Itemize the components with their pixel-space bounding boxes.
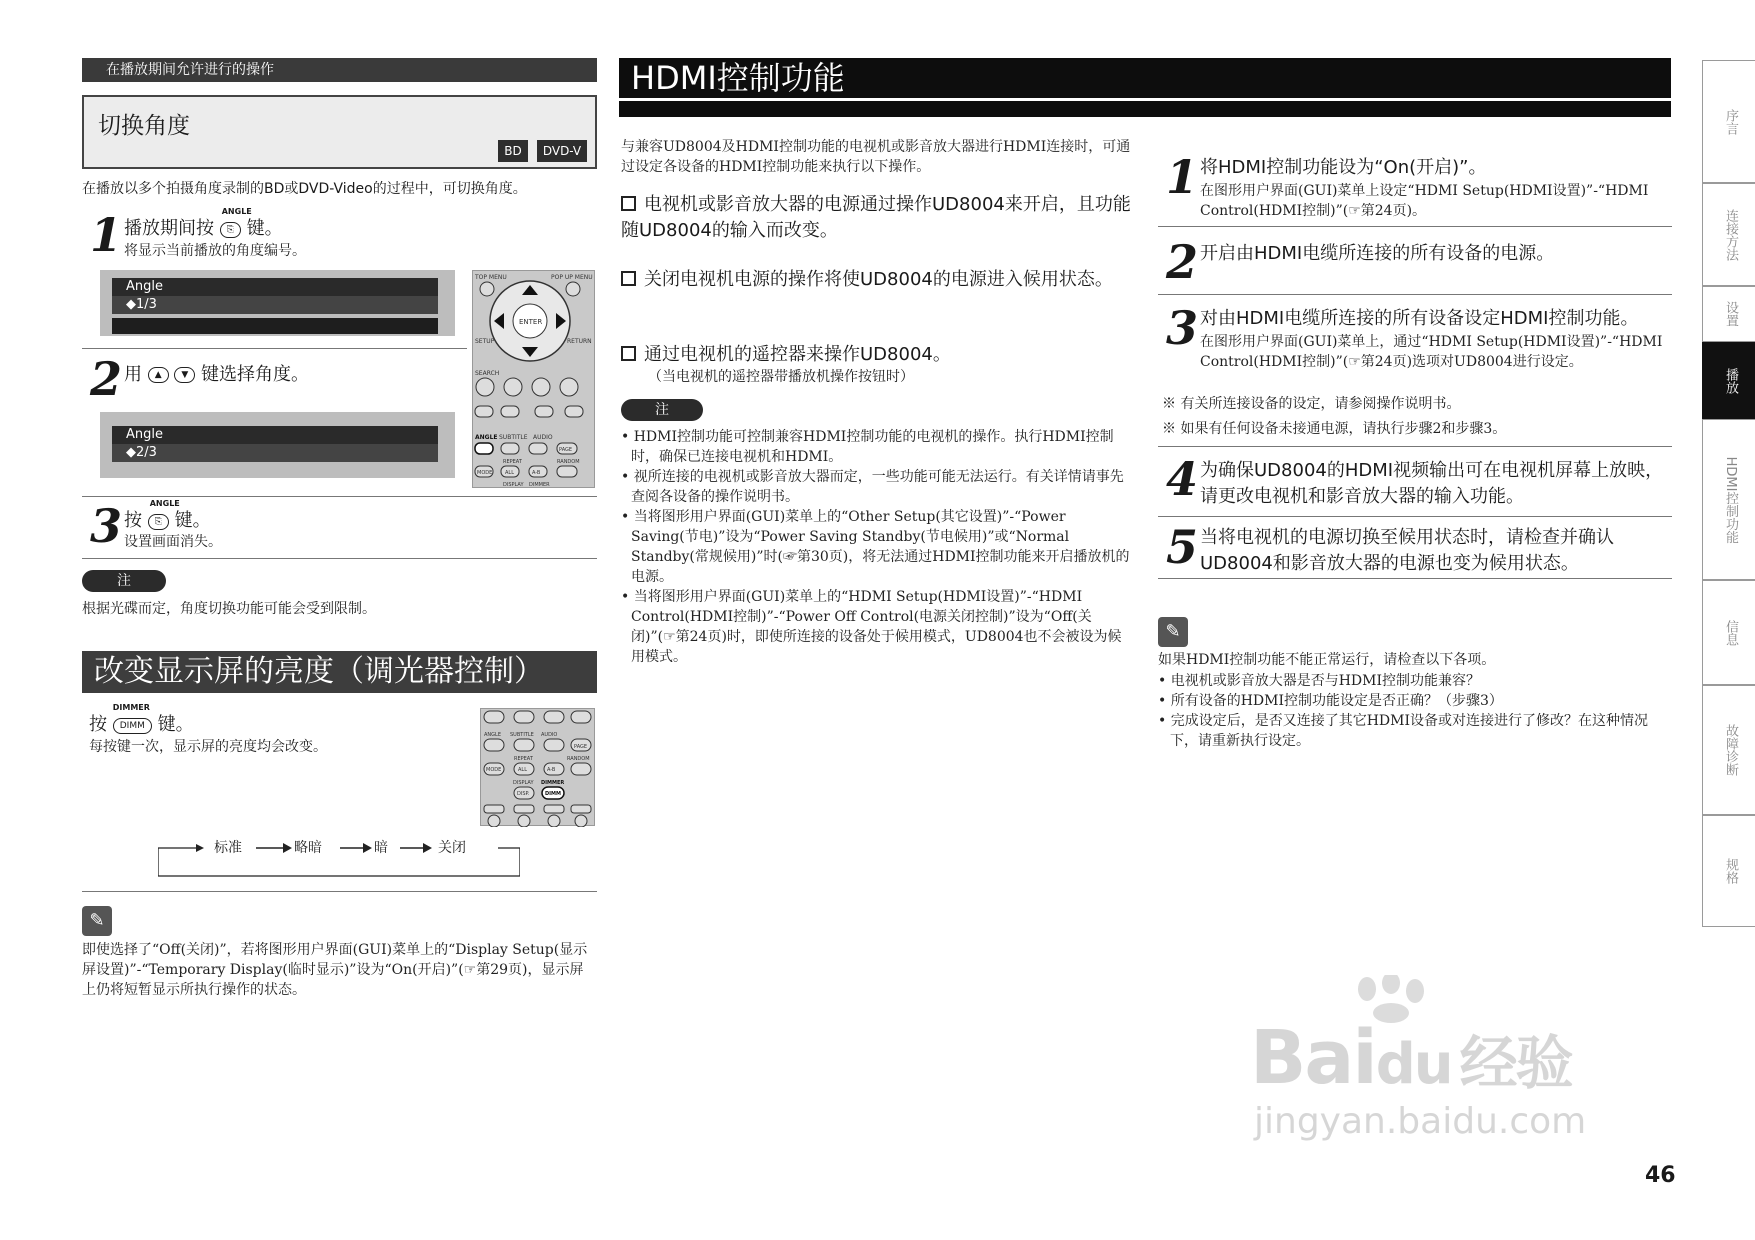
check-item-3-sub: （当电视机的遥控器带播放机操作按钮时） (648, 369, 914, 385)
step1-number: 1 (90, 208, 123, 262)
remote-search-label: SEARCH (475, 370, 500, 377)
cycle-dim: 略暗 (294, 840, 322, 856)
r-step2-title: 开启由HDMI电缆所连接的所有设备的电源。 (1200, 243, 1555, 264)
screen2-label: Angle (126, 427, 163, 442)
remote-ab-label: A-B (532, 470, 541, 476)
r-step4-title: 为确保UD8004的HDMI视频输出可在电视机屏幕上放映，请更改电视机和影音放大器的输入功能。 (1200, 460, 1664, 507)
divider (1158, 578, 1672, 579)
remote2-disp-label: DISP. (517, 791, 530, 797)
remote-return-label: RETURN (567, 338, 592, 345)
remote-page-label: PAGE (559, 447, 573, 453)
divider (1158, 226, 1672, 227)
cycle-off: 关闭 (438, 840, 466, 856)
remote2-dimm-label: DIMM (545, 791, 561, 797)
checkbox-icon (621, 196, 636, 211)
remote2-dimmer-label: DIMMER (541, 780, 565, 786)
r-step5-title: 当将电视机的电源切换至候用状态时，请检查并确认UD8004和影音放大器的电源也变为候用状态。 (1200, 527, 1614, 574)
pencil-icon: ✎ (82, 906, 112, 936)
screen1-value: ◆1/3 (112, 296, 438, 314)
angle-intro: 在播放以多个拍摄角度录制的BD或DVD-Video的过程中，可切换角度。 (82, 181, 527, 197)
remote-repeat-label: REPEAT (503, 459, 522, 465)
remote-audio-label: AUDIO (533, 434, 553, 441)
divider (82, 496, 597, 497)
r-tip-list (1158, 671, 1672, 751)
r-step3-title: 对由HDMI电缆所连接的所有设备设定HDMI控制功能。 (1200, 308, 1639, 329)
cycle-dark: 暗 (374, 840, 388, 856)
r-tip-item-2: • 所有设备的HDMI控制功能设定是否正确？（步骤3） (1158, 693, 1503, 709)
angle-section-title: 切换角度 (98, 113, 190, 139)
remote-subtitle-label: SUBTITLE (499, 434, 528, 441)
tag-bd: BD (498, 140, 528, 162)
divider (82, 891, 597, 892)
title-underline-bar (619, 101, 1671, 117)
angle-section-header (82, 95, 597, 169)
side-tab-playback[interactable]: 播放 (1702, 342, 1755, 419)
remote2-subtitle-label: SUBTITLE (510, 732, 534, 738)
angle-screen-1 (100, 270, 455, 336)
remote-popup-label: POP UP MENU (551, 274, 593, 281)
remote-random-label: RANDOM (557, 459, 580, 465)
r-step4-number: 4 (1166, 452, 1199, 506)
remote-enter-label: ENTER (519, 318, 543, 326)
dimmer-sub: 每按键一次，显示屏的亮度均会改变。 (89, 739, 327, 755)
up-arrow-icon: ▲ (148, 367, 169, 383)
remote-illustration-1 (472, 270, 595, 488)
step1-sub: 将显示当前播放的角度编号。 (124, 243, 306, 259)
step1-title: 播放期间按 ANGLE ⎘ 键。 (124, 206, 283, 239)
hdmi-intro: 与兼容UD8004及HDMI控制功能的电视机或影音放大器进行HDMI连接时，可通过设定各设备的HDMI控制功能来执行以下操作。 (621, 139, 1131, 175)
angle-key-icon: ⎘ (220, 222, 241, 238)
divider (1158, 446, 1672, 447)
down-arrow-icon: ▼ (174, 367, 195, 383)
remote-dimmer-label: DIMMER (529, 482, 550, 488)
r-step1-number: 1 (1166, 150, 1199, 204)
divider (1158, 516, 1672, 517)
watermark-brand: Baidu 经验 (1250, 1015, 1572, 1101)
angle-screen-2 (100, 412, 455, 478)
hdmi-notes (621, 427, 1133, 667)
r-tip-item-3: • 完成设定后，是否又连接了其它HDMI设备或对连接进行了修改？在这种情况下，请重新执行设定。 (1158, 713, 1649, 749)
step3-number: 3 (90, 499, 123, 553)
screen1-label: Angle (126, 279, 163, 294)
divider (1158, 294, 1672, 295)
side-tab-setup[interactable]: 设置 (1702, 286, 1755, 342)
side-tab-hdmi-control[interactable]: HDMI控制功能 (1702, 419, 1755, 580)
note-label: 注 (82, 570, 166, 592)
remote2-all-label: ALL (518, 767, 527, 773)
remote2-audio-label: AUDIO (541, 732, 558, 738)
r-remark-1: ※ 有关所连接设备的设定，请参阅操作说明书。 (1162, 396, 1461, 412)
cycle-standard: 标准 (214, 840, 242, 856)
step2-title: 用 ▲ ▼ 键选择角度。 (124, 364, 310, 385)
r-remark-2: ※ 如果有任何设备未接通电源，请执行步骤2和步骤3。 (1162, 421, 1507, 437)
page-number: 46 (1645, 1163, 1676, 1188)
angle-key-label: ANGLE (149, 498, 180, 508)
side-tab-specifications[interactable]: 规格 (1702, 815, 1755, 927)
remote2-repeat-label: REPEAT (514, 756, 533, 762)
r-step1-sub: 在图形用户界面(GUI)菜单上设定“HDMI Setup(HDMI设置)”-“HDMI Control(HDMI控制)”(☞第24页)。 (1200, 183, 1649, 219)
check-item-2: 关闭电视机电源的操作将使UD8004的电源进入候用状态。 (621, 267, 1133, 293)
dimmer-cycle-diagram (158, 838, 520, 878)
remote2-ab-label: A-B (547, 767, 556, 773)
remote-topmenu-label: TOP MENU (475, 274, 507, 281)
remote2-display-label: DISPLAY (513, 780, 534, 786)
dimmer-key-label: DIMMER (112, 702, 150, 712)
dimmer-key-icon: DIMM (113, 718, 152, 734)
checkbox-icon (621, 271, 636, 286)
note-label: 注 (621, 399, 703, 421)
baidu-watermark (1250, 975, 1670, 1150)
check-item-3: 通过电视机的遥控器来操作UD8004。 (621, 342, 1133, 368)
check-item-1: 电视机或影音放大器的电源通过操作UD8004来开启，且功能随UD8004的输入而改变。 (621, 194, 1131, 241)
dimmer-section-title: 改变显示屏的亮度（调光器控制） (82, 651, 597, 693)
angle-note-text: 根据光碟而定，角度切换功能可能会受到限制。 (82, 601, 376, 617)
angle-key-icon: ⎘ (148, 514, 169, 530)
r-tip-intro: 如果HDMI控制功能不能正常运行，请检查以下各项。 (1158, 652, 1496, 668)
angle-key-label: ANGLE (221, 206, 252, 216)
divider (82, 348, 467, 349)
remote-illustration-2 (480, 708, 595, 826)
remote2-page-label: PAGE (574, 744, 588, 750)
hdmi-section-title: HDMI控制功能 (619, 58, 1671, 98)
r-step5-number: 5 (1166, 520, 1199, 574)
remote-all-label: ALL (505, 470, 514, 476)
remote-mode-label: MODE (477, 470, 493, 476)
remote-display-label: DISPLAY (503, 482, 524, 488)
divider (82, 558, 597, 559)
side-tab-troubleshooting[interactable]: 故障诊断 (1702, 685, 1755, 815)
watermark-url: jingyan.baidu.com (1254, 1101, 1587, 1142)
remote-setup-label: SETUP (475, 338, 495, 345)
hdmi-note-4: • 当将图形用户界面(GUI)菜单上的“HDMI Setup(HDMI设置)”-“HDMI Control(HDMI控制)”-“Power Off Control(电源关闭控制)”设为“Off(关闭)”(☞第24页)时，即使所连接的设备处于候用模式，UD8004也不会被设为候用模式。 (621, 589, 1122, 665)
section-label: 在播放期间允许进行的操作 (82, 58, 597, 82)
dimmer-tip-text: 即使选择了“Off(关闭)”，若将图形用户界面(GUI)菜单上的“Display Setup(显示屏设置)”-“Temporary Display(临时显示)”设为“On(开启)”(☞第29页)，显示屏上仍将短暂显示所执行操作的状态。 (82, 942, 588, 998)
remote2-random-label: RANDOM (567, 756, 590, 762)
r-tip-item-1: • 电视机或影音放大器是否与HDMI控制功能兼容？ (1158, 673, 1481, 689)
r-step1-title: 将HDMI控制功能设为“On(开启)”。 (1200, 157, 1487, 178)
r-step3-number: 3 (1166, 301, 1199, 355)
side-tab-information[interactable]: 信息 (1702, 580, 1755, 685)
dimmer-step: 按 DIMMER DIMM 键。 (89, 702, 194, 735)
side-tab-intro[interactable]: 序言 (1702, 60, 1755, 183)
side-tab-connections[interactable]: 连接方法 (1702, 183, 1755, 286)
hdmi-note-2: • 视所连接的电视机或影音放大器而定，一些功能可能无法运行。有关详情请事先查阅各设备的操作说明书。 (621, 469, 1124, 505)
step3-sub: 设置画面消失。 (124, 534, 222, 550)
pencil-icon: ✎ (1158, 617, 1188, 647)
remote-angle-label: ANGLE (475, 434, 498, 441)
remote2-mode-label: MODE (486, 767, 502, 773)
checkbox-icon (621, 346, 636, 361)
hdmi-note-3: • 当将图形用户界面(GUI)菜单上的“Other Setup(其它设置)”-“Power Saving(节电)”设为“Power Saving Standby(节电候用)”或“Normal Standby(常规候用)”时(☞第30页)，将无法通过HDMI控制功能来开启播放机的电源。 (621, 509, 1130, 585)
remote2-angle-label: ANGLE (484, 732, 501, 738)
step2-number: 2 (90, 352, 123, 406)
r-step3-sub: 在图形用户界面(GUI)菜单上，通过“HDMI Setup(HDMI设置)”-“HDMI Control(HDMI控制)”(☞第24页)选项对UD8004进行设定。 (1200, 334, 1663, 370)
step3-title: 按 ANGLE ⎘ 键。 (124, 498, 211, 531)
r-step2-number: 2 (1166, 235, 1199, 289)
tag-dvd: DVD-V (537, 140, 587, 162)
hdmi-note-1: • HDMI控制功能可控制兼容HDMI控制功能的电视机的操作。执行HDMI控制时，确保已连接电视机和HDMI。 (621, 429, 1114, 465)
screen2-value: ◆2/3 (112, 444, 438, 462)
